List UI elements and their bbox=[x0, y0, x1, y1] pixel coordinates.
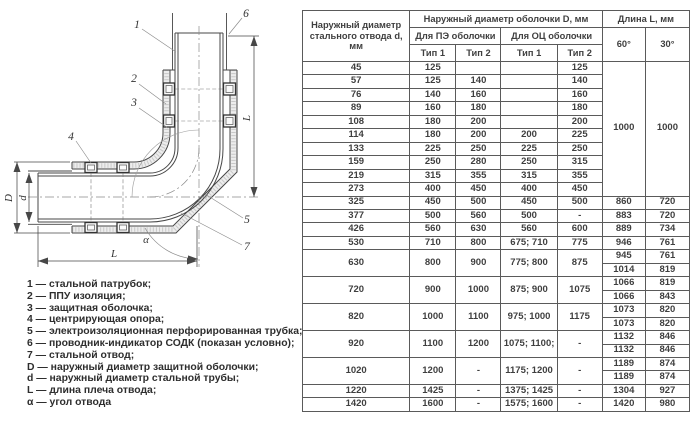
table-cell: 1189 bbox=[602, 371, 645, 384]
callout-3: 3 bbox=[131, 97, 137, 109]
table-cell: 946 bbox=[602, 236, 645, 249]
table-cell: 500 bbox=[410, 209, 456, 222]
header-steel-outlet-diameter: Наружный диаметр стального отвода d, мм bbox=[303, 11, 410, 62]
legend-item: d — наружный диаметр стальной трубы; bbox=[27, 373, 240, 385]
table-cell: 889 bbox=[602, 223, 645, 236]
table-cell: 500 bbox=[456, 196, 501, 209]
table-cell: 500 bbox=[501, 209, 557, 222]
table-cell: 720 bbox=[303, 277, 410, 304]
table-cell: 355 bbox=[456, 169, 501, 182]
table-cell: 710 bbox=[410, 236, 456, 249]
callout-6: 6 bbox=[243, 8, 249, 20]
table-cell: 140 bbox=[557, 75, 602, 88]
table-cell: 1000 bbox=[645, 62, 689, 197]
dim-label-L-horizontal: L bbox=[110, 248, 118, 260]
table-cell: 45 bbox=[303, 62, 410, 75]
table-cell: 400 bbox=[410, 183, 456, 196]
table-cell: 140 bbox=[410, 88, 456, 101]
header-type1-pe: Тип 1 bbox=[410, 45, 456, 62]
table-cell: 57 bbox=[303, 75, 410, 88]
table-cell: 200 bbox=[456, 129, 501, 142]
table-cell: 400 bbox=[501, 183, 557, 196]
table-cell: 180 bbox=[456, 102, 501, 115]
table-cell: 133 bbox=[303, 142, 410, 155]
table-cell: 450 bbox=[456, 183, 501, 196]
table-cell: 180 bbox=[410, 129, 456, 142]
table-cell: 820 bbox=[645, 304, 689, 317]
table-cell: 250 bbox=[557, 142, 602, 155]
table-cell: 860 bbox=[602, 196, 645, 209]
table-cell: 250 bbox=[456, 142, 501, 155]
table-cell: 883 bbox=[602, 209, 645, 222]
callout-2: 2 bbox=[131, 73, 137, 85]
table-cell: 159 bbox=[303, 156, 410, 169]
header-casing-diameter-group: Наружный диаметр оболочки D, мм bbox=[410, 11, 602, 28]
table-cell: 225 bbox=[410, 142, 456, 155]
table-cell: 1575; 1600 bbox=[501, 398, 557, 412]
table-cell: 1073 bbox=[602, 304, 645, 317]
table-row bbox=[303, 236, 690, 249]
header-angle-60: 60° bbox=[602, 28, 645, 62]
table-cell: 560 bbox=[410, 223, 456, 236]
table-cell: 761 bbox=[645, 250, 689, 263]
table-row bbox=[303, 304, 690, 317]
sodk-wires bbox=[28, 13, 227, 224]
legend-item: α — угол отвода bbox=[27, 396, 112, 408]
table-cell: 1014 bbox=[602, 263, 645, 276]
table-cell: - bbox=[557, 398, 602, 412]
table-cell: 819 bbox=[645, 277, 689, 290]
legend-item: 2 — ППУ изоляция; bbox=[27, 290, 126, 302]
table-cell: 1425 bbox=[410, 384, 456, 397]
table-row bbox=[303, 209, 690, 222]
table-cell: 355 bbox=[557, 169, 602, 182]
table-row bbox=[303, 196, 690, 209]
table-cell: - bbox=[456, 398, 501, 412]
dim-label-d: d bbox=[17, 195, 29, 201]
callout-1: 1 bbox=[134, 19, 140, 31]
table-cell: 450 bbox=[557, 183, 602, 196]
table-cell: 315 bbox=[557, 156, 602, 169]
table-header bbox=[303, 11, 690, 62]
table-cell: 325 bbox=[303, 196, 410, 209]
table-cell bbox=[501, 115, 557, 128]
table-cell: 125 bbox=[410, 62, 456, 75]
table-cell: 180 bbox=[557, 102, 602, 115]
table-cell: 600 bbox=[557, 223, 602, 236]
table-cell: 675; 710 bbox=[501, 236, 557, 249]
table-cell: 160 bbox=[456, 88, 501, 101]
table-cell: 1200 bbox=[456, 331, 501, 358]
table-cell: 980 bbox=[645, 398, 689, 412]
table-cell: 875; 900 bbox=[501, 277, 557, 304]
table-cell: 1020 bbox=[303, 357, 410, 384]
table-cell: 874 bbox=[645, 371, 689, 384]
table-cell: - bbox=[557, 357, 602, 384]
callout-7: 7 bbox=[244, 241, 250, 253]
table-cell: 125 bbox=[410, 75, 456, 88]
table-row bbox=[303, 277, 690, 290]
table-cell: 200 bbox=[456, 115, 501, 128]
table-row bbox=[303, 331, 690, 344]
table-cell: 450 bbox=[501, 196, 557, 209]
dim-label-L-vertical: L bbox=[241, 114, 253, 122]
header-pe-casing: Для ПЭ оболочки bbox=[410, 28, 501, 45]
table-cell: 1420 bbox=[602, 398, 645, 412]
table-cell: 720 bbox=[645, 209, 689, 222]
legend-item: 7 — стальной отвод; bbox=[27, 349, 135, 361]
dim-label-alpha: α bbox=[143, 234, 149, 246]
table-cell: 315 bbox=[410, 169, 456, 182]
table-cell: 1132 bbox=[602, 331, 645, 344]
table-cell: 225 bbox=[501, 142, 557, 155]
header-type2-oc: Тип 2 bbox=[557, 45, 602, 62]
callouts bbox=[68, 8, 251, 253]
table-cell: 1189 bbox=[602, 357, 645, 370]
table-cell: 225 bbox=[557, 129, 602, 142]
table-cell: 1066 bbox=[602, 290, 645, 303]
table-row bbox=[303, 250, 690, 263]
header-length-group: Длина L, мм bbox=[602, 11, 689, 28]
table-row bbox=[303, 357, 690, 370]
table-cell: 160 bbox=[557, 88, 602, 101]
callout-5: 5 bbox=[244, 214, 250, 226]
table-cell: 800 bbox=[410, 250, 456, 277]
legend-item: 1 — стальной патрубок; bbox=[27, 279, 152, 290]
table-cell: 1304 bbox=[602, 384, 645, 397]
table-cell: 1175; 1200 bbox=[501, 357, 557, 384]
table-cell: 1100 bbox=[456, 304, 501, 331]
table-row bbox=[303, 62, 690, 75]
table-cell: 114 bbox=[303, 129, 410, 142]
table-cell: 1420 bbox=[303, 398, 410, 412]
legend-item: L — длина плеча отвода; bbox=[27, 385, 157, 397]
dimensions-table-wrap bbox=[302, 10, 690, 412]
callout-4: 4 bbox=[68, 131, 74, 143]
table-row bbox=[303, 398, 690, 412]
table-cell: 560 bbox=[456, 209, 501, 222]
table-cell: - bbox=[557, 209, 602, 222]
table-body bbox=[303, 62, 690, 412]
dim-label-D: D bbox=[3, 194, 15, 202]
table-row bbox=[303, 384, 690, 397]
dimensions-table bbox=[302, 10, 690, 412]
table-cell: 775 bbox=[557, 236, 602, 249]
table-cell: 875 bbox=[557, 250, 602, 277]
table-cell: 900 bbox=[456, 250, 501, 277]
table-cell: 140 bbox=[456, 75, 501, 88]
table-cell: 630 bbox=[303, 250, 410, 277]
table-cell bbox=[501, 88, 557, 101]
table-cell: 775; 800 bbox=[501, 250, 557, 277]
table-cell: 530 bbox=[303, 236, 410, 249]
table-cell: 843 bbox=[645, 290, 689, 303]
table-cell: 1175 bbox=[557, 304, 602, 331]
header-oc-casing: Для ОЦ оболочки bbox=[501, 28, 602, 45]
table-cell: 280 bbox=[456, 156, 501, 169]
table-cell: 846 bbox=[645, 331, 689, 344]
table-cell: 450 bbox=[410, 196, 456, 209]
table-cell: 846 bbox=[645, 344, 689, 357]
legend-item: D — наружный диаметр защитной оболочки; bbox=[27, 361, 259, 373]
legend-item: 3 — защитная оболочка; bbox=[27, 302, 153, 314]
callout-leaders bbox=[76, 18, 243, 245]
table-cell: 819 bbox=[645, 263, 689, 276]
table-cell: - bbox=[557, 331, 602, 358]
table-cell: 89 bbox=[303, 102, 410, 115]
table-cell: 1132 bbox=[602, 344, 645, 357]
table-cell: 630 bbox=[456, 223, 501, 236]
table-cell: 1075 bbox=[557, 277, 602, 304]
table-cell: 761 bbox=[645, 236, 689, 249]
table-cell: 734 bbox=[645, 223, 689, 236]
table-cell: 1000 bbox=[602, 62, 645, 197]
table-row bbox=[303, 223, 690, 236]
legend bbox=[27, 279, 305, 409]
table-cell: 180 bbox=[410, 115, 456, 128]
table-cell bbox=[456, 62, 501, 75]
table-cell: 1600 bbox=[410, 398, 456, 412]
table-cell: 219 bbox=[303, 169, 410, 182]
header-angle-30: 30° bbox=[645, 28, 689, 62]
legend-item: 4 — центрирующая опора; bbox=[27, 314, 165, 326]
table-cell: 800 bbox=[456, 236, 501, 249]
table-cell: 1200 bbox=[410, 357, 456, 384]
table-cell: 1000 bbox=[410, 304, 456, 331]
legend-item: 5 — электроизоляционная перфорированная трубка; bbox=[27, 326, 303, 338]
table-cell: 927 bbox=[645, 384, 689, 397]
table-cell: 76 bbox=[303, 88, 410, 101]
table-cell bbox=[501, 75, 557, 88]
table-cell: - bbox=[456, 357, 501, 384]
table-cell: 273 bbox=[303, 183, 410, 196]
table-cell: 200 bbox=[501, 129, 557, 142]
table-cell: 945 bbox=[602, 250, 645, 263]
table-cell: 820 bbox=[645, 317, 689, 330]
table-cell: 560 bbox=[501, 223, 557, 236]
table-cell: 900 bbox=[410, 277, 456, 304]
table-cell bbox=[501, 62, 557, 75]
table-cell: 975; 1000 bbox=[501, 304, 557, 331]
header-type1-oc: Тип 1 bbox=[501, 45, 557, 62]
table-cell: 1100 bbox=[410, 331, 456, 358]
table-cell: 920 bbox=[303, 331, 410, 358]
table-cell: 250 bbox=[501, 156, 557, 169]
table-cell: 200 bbox=[557, 115, 602, 128]
table-cell: 1220 bbox=[303, 384, 410, 397]
table-cell: 426 bbox=[303, 223, 410, 236]
table-cell: 315 bbox=[501, 169, 557, 182]
table-cell: 377 bbox=[303, 209, 410, 222]
table-cell: 874 bbox=[645, 357, 689, 370]
steel-pipe bbox=[38, 33, 223, 222]
table-cell: 108 bbox=[303, 115, 410, 128]
table-cell: 125 bbox=[557, 62, 602, 75]
pipe-elbow-diagram bbox=[0, 0, 300, 278]
table-cell: 500 bbox=[557, 196, 602, 209]
table-cell: 160 bbox=[410, 102, 456, 115]
table-cell: 1073 bbox=[602, 317, 645, 330]
table-cell: - bbox=[557, 384, 602, 397]
table-cell: 250 bbox=[410, 156, 456, 169]
legend-item: 6 — проводник-индикатор СОДК (показан условно); bbox=[27, 337, 295, 349]
table-cell: 1075; 1100; bbox=[501, 331, 557, 358]
table-cell: 1375; 1425 bbox=[501, 384, 557, 397]
casing bbox=[72, 70, 237, 233]
table-cell: 1000 bbox=[456, 277, 501, 304]
table-cell: 820 bbox=[303, 304, 410, 331]
header-type2-pe: Тип 2 bbox=[456, 45, 501, 62]
table-cell bbox=[501, 102, 557, 115]
table-cell: - bbox=[456, 384, 501, 397]
table-cell: 1066 bbox=[602, 277, 645, 290]
table-cell: 720 bbox=[645, 196, 689, 209]
